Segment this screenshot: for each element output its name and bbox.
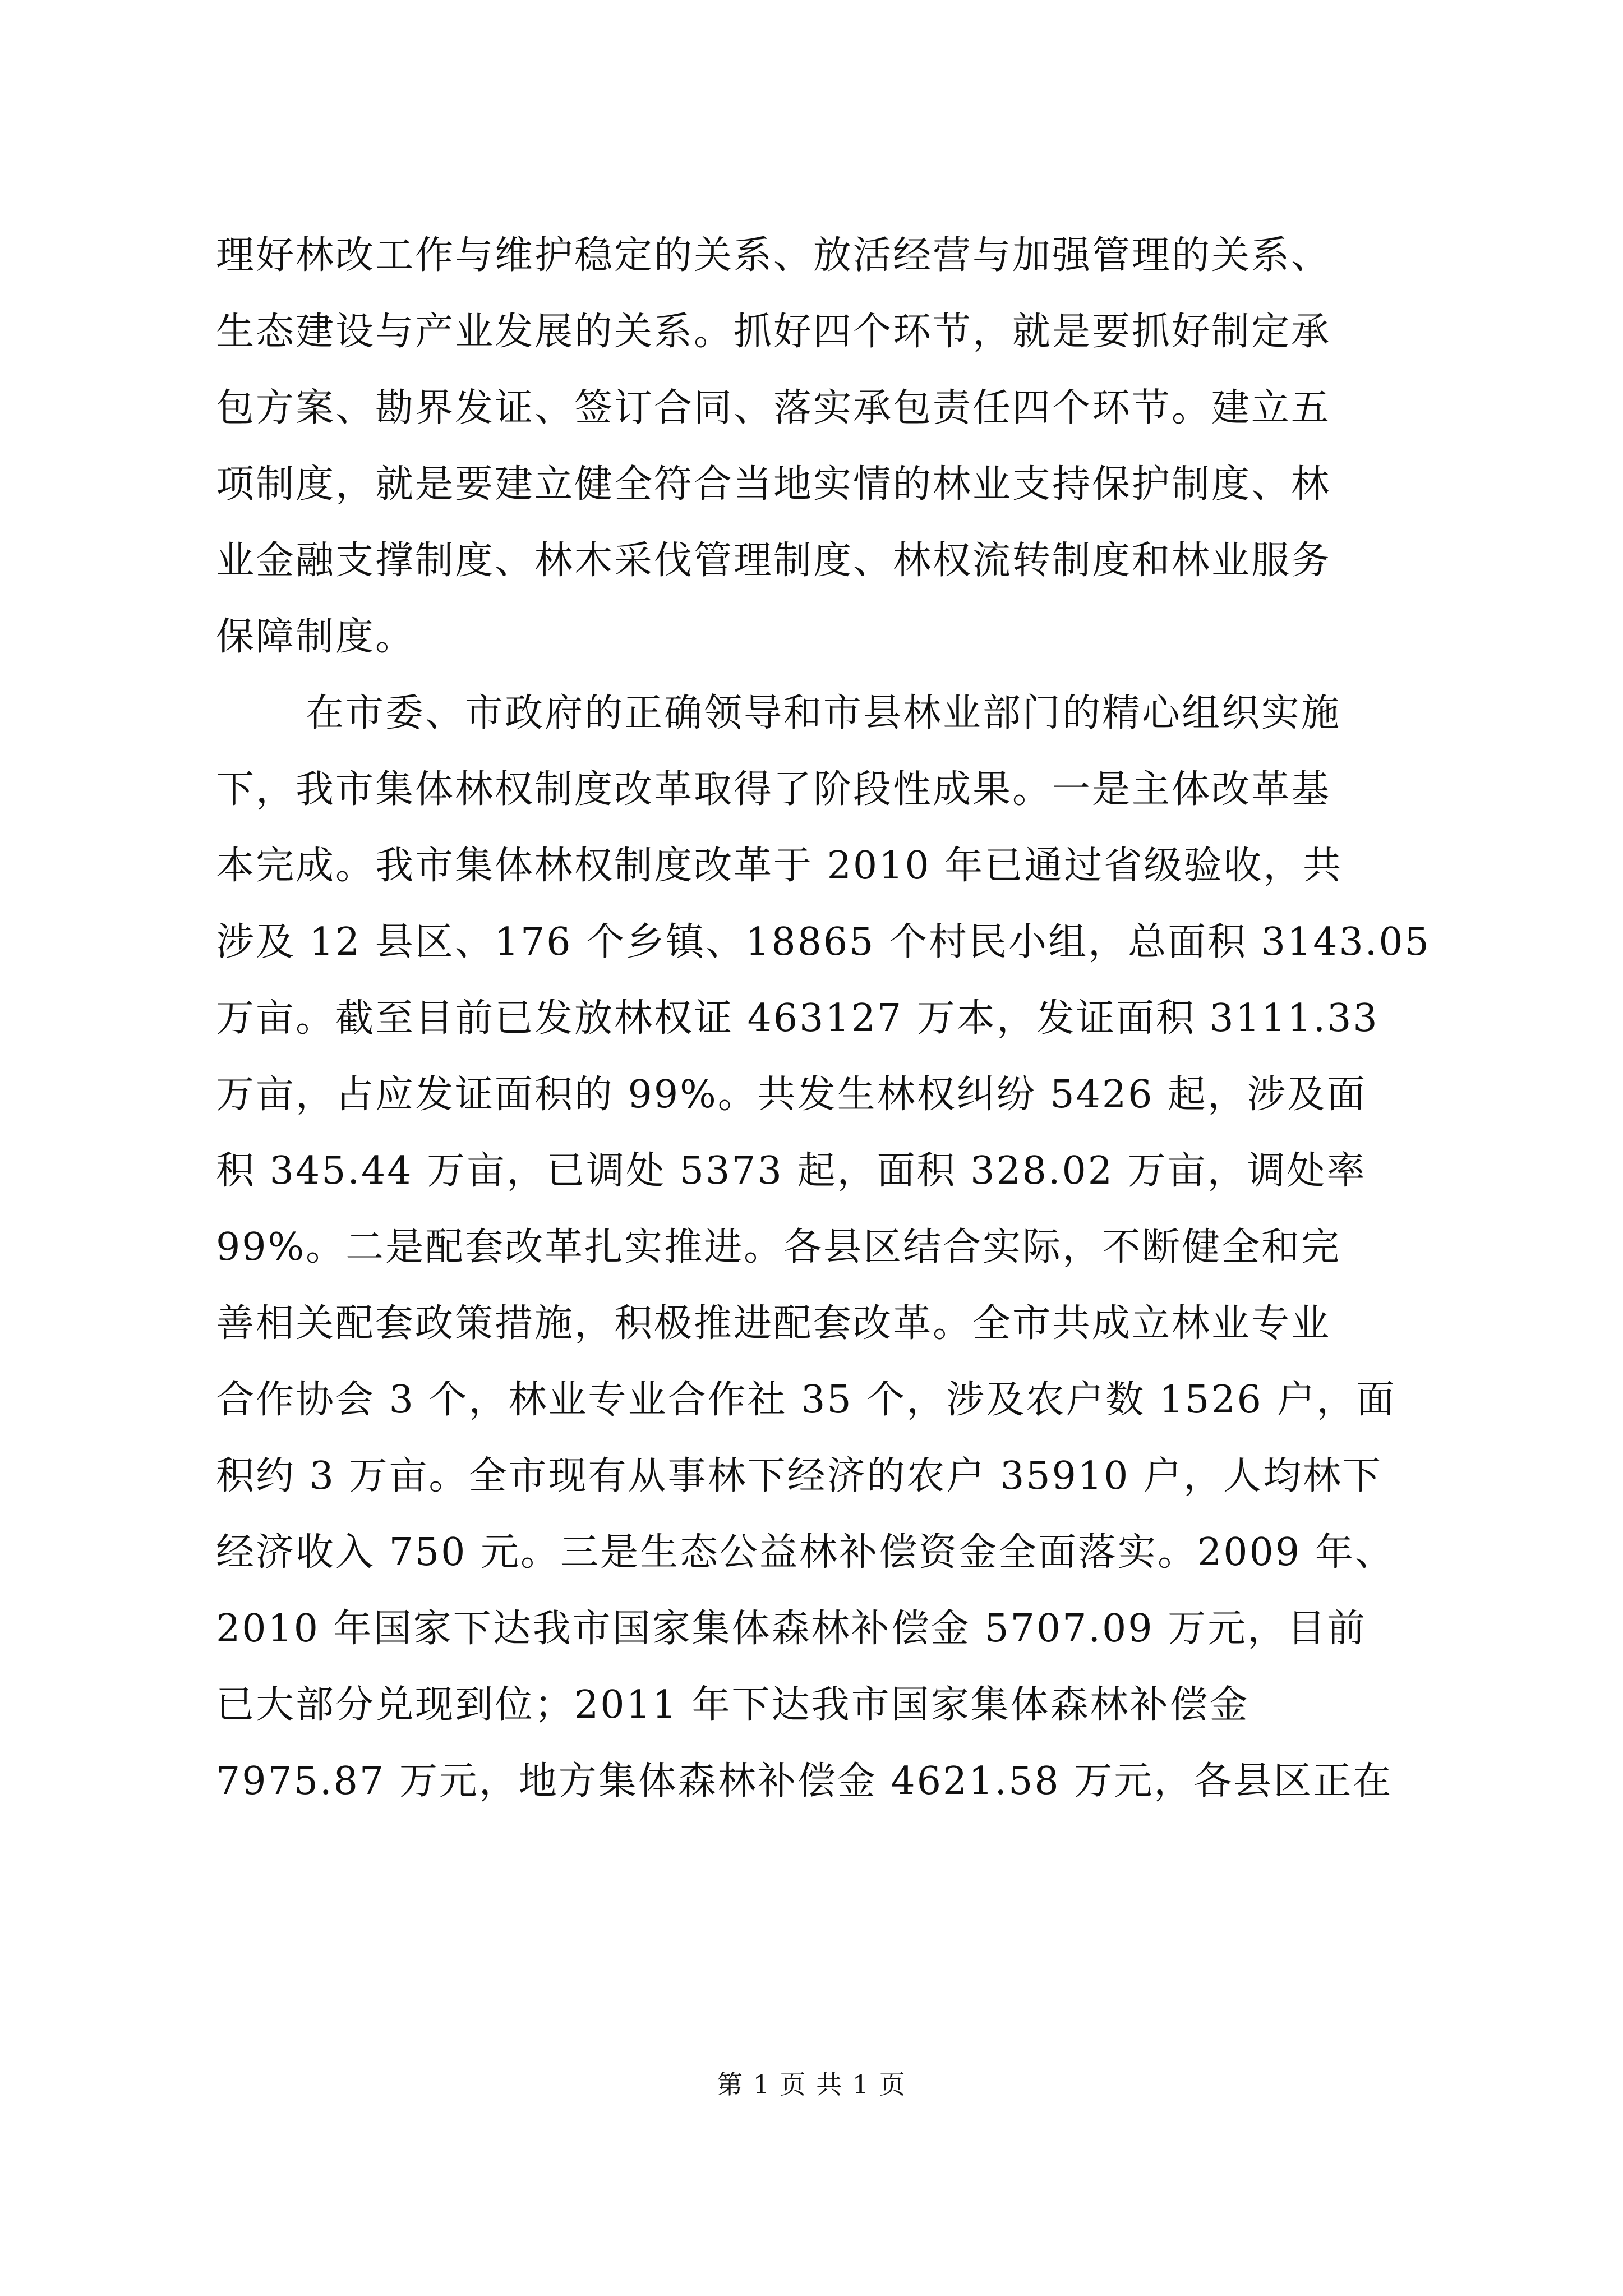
text-line-8: 下，我市集体林权制度改革取得了阶段性成果。一是主体改革基 (216, 767, 1331, 812)
text-line-9: 本完成。我市集体林权制度改革于 2010 年已通过省级验收，共 (216, 844, 1343, 888)
text-line-20: 已大部分兑现到位；2011 年下达我市国家集体森林补偿金 (216, 1683, 1249, 1727)
document-body (216, 218, 1431, 1820)
text-line-6: 保障制度。 (216, 615, 416, 659)
text-line-19: 2010 年国家下达我市国家集体森林补偿金 5707.09 万元，目前 (216, 1607, 1367, 1651)
text-line-11: 万亩。截至目前已发放林权证 463127 万本，发证面积 3111.33 (216, 996, 1379, 1041)
text-line-4: 项制度，就是要建立健全符合当地实情的林业支持保护制度、林 (216, 462, 1331, 507)
text-line-15: 善相关配套政策措施，积极推进配套改革。全市共成立林业专业 (216, 1301, 1331, 1346)
text-line-10: 涉及 12 县区、176 个乡镇、18865 个村民小组，总面积 3143.05 (216, 920, 1431, 964)
text-line-16: 合作协会 3 个，林业专业合作社 35 个，涉及农户数 1526 户，面 (216, 1378, 1396, 1422)
text-line-14: 99%。二是配套改革扎实推进。各县区结合实际，不断健全和完 (216, 1225, 1341, 1269)
text-line-18: 经济收入 750 元。三是生态公益林补偿资金全面落实。2009 年、 (216, 1530, 1395, 1575)
text-line-5: 业金融支撑制度、林木采伐管理制度、林权流转制度和林业服务 (216, 539, 1331, 583)
text-line-12: 万亩，占应发证面积的 99%。共发生林权纠纷 5426 起，涉及面 (216, 1073, 1367, 1117)
text-line-2: 生态建设与产业发展的关系。抓好四个环节，就是要抓好制定承 (216, 310, 1331, 354)
text-line-7: 在市委、市政府的正确领导和市县林业部门的精心组织实施 (306, 691, 1341, 735)
text-line-21: 7975.87 万元，地方集体森林补偿金 4621.58 万元，各县区正在 (216, 1759, 1393, 1803)
page-footer: 第 1 页 共 1 页 (717, 2069, 906, 2100)
text-line-17: 积约 3 万亩。全市现有从事林下经济的农户 35910 户，人均林下 (216, 1454, 1383, 1498)
text-line-1: 理好林改工作与维护稳定的关系、放活经营与加强管理的关系、 (216, 233, 1331, 278)
text-line-13: 积 345.44 万亩，已调处 5373 起，面积 328.02 万亩，调处率 (216, 1149, 1367, 1193)
text-line-3: 包方案、勘界发证、签订合同、落实承包责任四个环节。建立五 (216, 386, 1331, 430)
